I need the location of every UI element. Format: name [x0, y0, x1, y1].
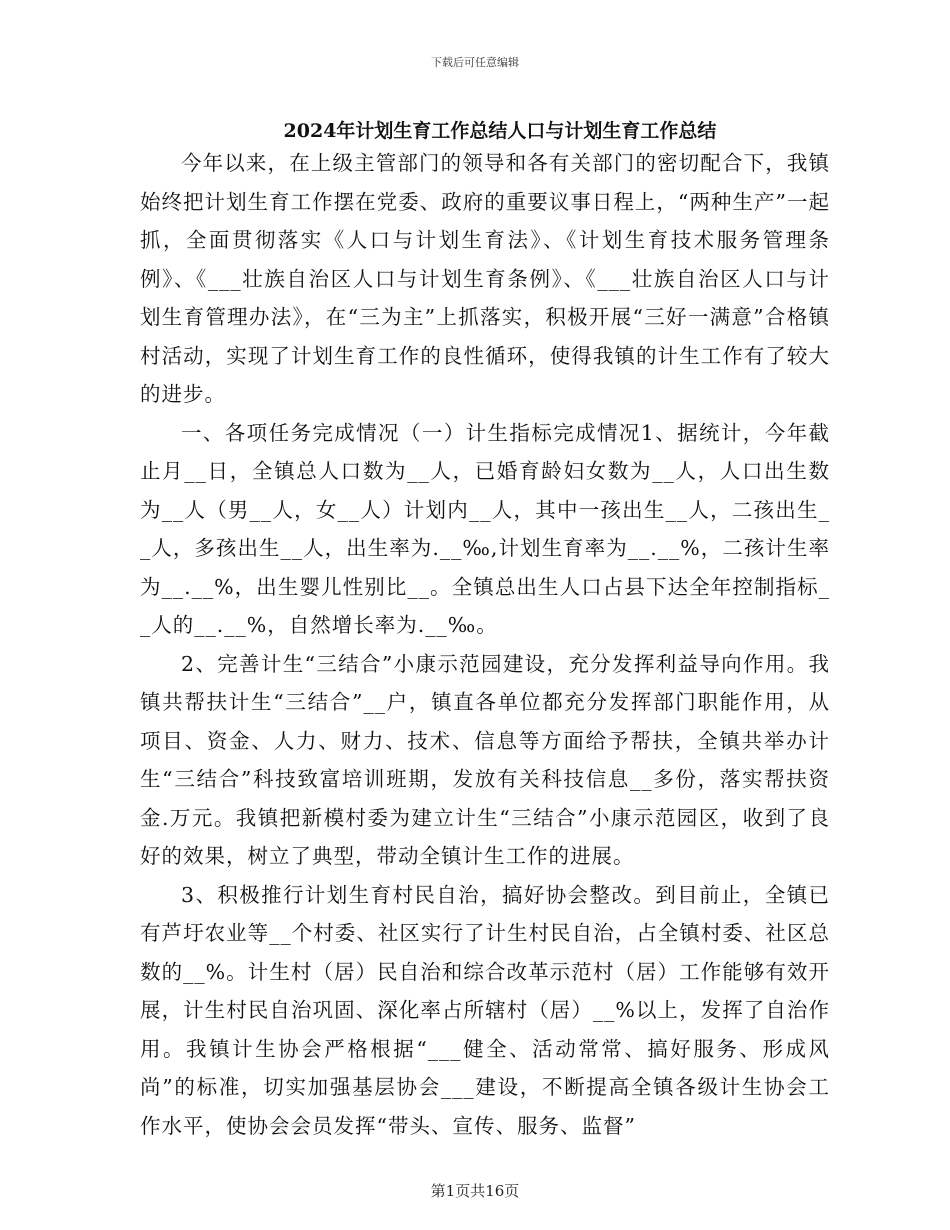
- page-header-note: 下载后可任意编辑: [431, 56, 519, 69]
- paragraph-intro: 今年以来，在上级主管部门的领导和各有关部门的密切配合下，我镇始终把计划生育工作摆在党委、政府的重要议事日程上，“两种生产”一起抓，全面贯彻落实《人口与计划生育法》、《计划生育技术服务管理条例》、《___壮族自治区人口与计划生育条例》、《___壮族自治区人口与计划生育管理办法》，在“三为主”上抓落实，积极开展“三好一满意”合格镇村活动，实现了计划生育工作的良性循环，使得我镇的计生工作有了较大的进步。: [140, 151, 830, 406]
- page-number: 第1页共16页: [430, 1182, 520, 1200]
- paragraph-three-combination: 2、完善计生“三结合”小康示范园建设，充分发挥利益导向作用。我镇共帮扶计生“三结合”__户，镇直各单位都充分发挥部门职能作用，从项目、资金、人力、财力、技术、信息等方面给予帮扶，全镇共举办计生“三结合”科技致富培训班期，发放有关科技信息__多份，落实帮扶资金.万元。我镇把新模村委为建立计生“三结合”小康示范园区，收到了良好的效果，树立了典型，带动全镇计生工作的进展。: [140, 651, 830, 868]
- paragraph-villager-autonomy: 3、积极推行计划生育村民自治，搞好协会整改。到目前止，全镇已有芦圩农业等__个村委、社区实行了计生村民自治，占全镇村委、社区总数的__%。计生村（居）民自治和综合改革示范村（居）工作能够有效开展，计生村民自治巩固、深化率占所辖村（居）__%以上，发挥了自治作用。我镇计生协会严格根据“___健全、活动常常、搞好服务、形成风尚”的标准，切实加强基层协会___建设，不断提高全镇各级计生协会工作水平，使协会会员发挥“带头、宣传、服务、监督”: [140, 882, 830, 1138]
- document-title: 2024年计划生育工作总结人口与计划生育工作总结: [283, 120, 717, 142]
- document-body: [140, 144, 830, 1145]
- paragraph-task-completion: 一、各项任务完成情况（一）计生指标完成情况1、据统计，今年截止月__日，全镇总人口数为__人，已婚育龄妇女数为__人，人口出生数为__人（男__人，女__人）计划内__人，其中一孩出生__人，二孩出生__人，多孩出生__人，出生率为.__‰,计划生育率为__.__%，二孩计生率为__.__%，出生婴儿性别比__。全镇总出生人口占县下达全年控制指标__人的__.__%，自然增长率为.__‰。: [140, 420, 830, 637]
